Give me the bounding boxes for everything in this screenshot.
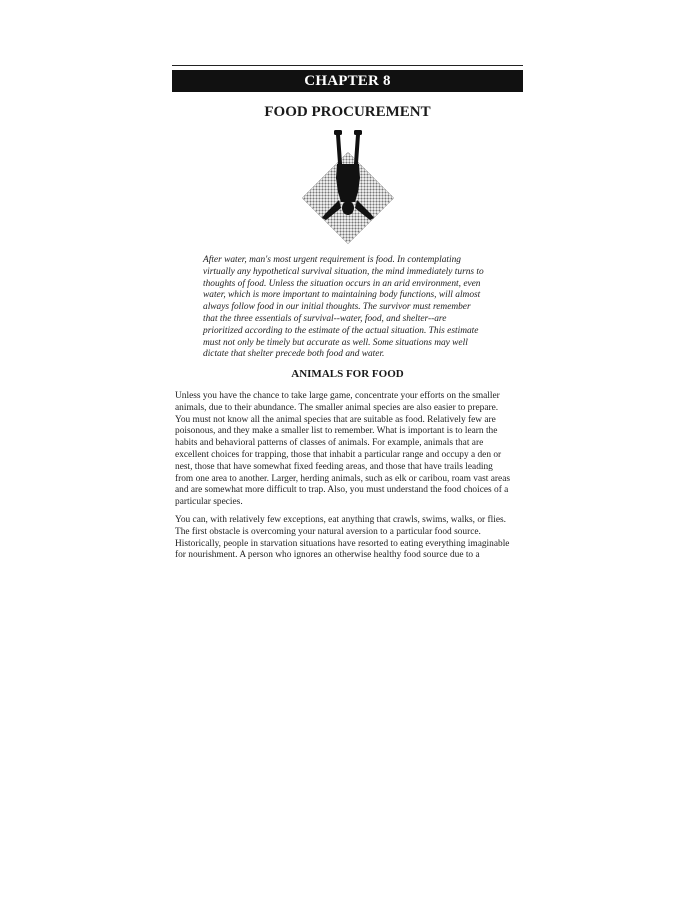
body-line: poisonous, and they make a smaller list to remember. What is important is to learn the xyxy=(175,426,498,437)
intro-paragraph xyxy=(203,255,498,361)
body-line: Unless you have the chance to take large game, concentrate your efforts on the smaller xyxy=(175,391,500,401)
body-line: nest, those that have somewhat fixed feeding areas, and those that have trails leading xyxy=(175,461,493,472)
body-line: You can, with relatively few exceptions, eat anything that crawls, swims, walks, or flies. xyxy=(175,515,507,525)
body-line: Historically, people in starvation situations have resorted to eating everything imaginable xyxy=(175,538,510,549)
intro-line: dictate that shelter precede both food and water. xyxy=(203,349,385,360)
body-line: and are somewhat more difficult to trap. Also, you must understand the food choices of a xyxy=(175,485,509,496)
body-line: The first obstacle is overcoming your natural aversion to a particular food source. xyxy=(175,526,481,537)
body-line: You must not know all the animal species that are suitable as food. Relatively few are xyxy=(175,414,496,425)
inverted-survivor-figure-on-diamond-icon xyxy=(297,128,399,246)
body-line: for nourishment. A person who ignores an otherwise healthy food source due to a xyxy=(175,550,480,561)
body-line: particular species. xyxy=(175,497,243,508)
intro-line: must not only be timely but accurate as well. Some situations may well xyxy=(203,337,468,348)
section-heading: ANIMALS FOR FOOD xyxy=(291,368,404,380)
body-paragraph-2 xyxy=(175,515,530,562)
body-line: habits and behavioral patterns of classes of animals. For example, animals that are xyxy=(175,438,484,449)
intro-line: that the three essentials of survival--water, food, and shelter--are xyxy=(203,313,447,324)
intro-line: water, which is more important to maintaining body functions, will almost xyxy=(203,290,481,301)
intro-line: After water, man's most urgent requirement is food. In contemplating xyxy=(203,255,461,265)
chapter-heading: CHAPTER 8 xyxy=(304,73,391,89)
body-line: from one area to another. Larger, herding animals, such as elk or caribou, roam vast areas xyxy=(175,473,510,484)
intro-line: prioritized according to the estimate of the actual situation. This estimate xyxy=(203,325,479,336)
top-rule xyxy=(172,65,523,66)
intro-line: thoughts of food. Unless the situation occurs in an arid environment, even xyxy=(203,278,481,289)
intro-line: always follow food in our initial thoughts. The survivor must remember xyxy=(203,302,471,313)
body-line: animals, due to their abundance. The smaller animal species are also easier to prepare. xyxy=(175,402,499,413)
body-line: excellent choices for trapping, those that inhabit a particular range and occupy a den or xyxy=(175,449,502,460)
body-paragraph-1 xyxy=(175,391,530,509)
intro-line: virtually any hypothetical survival situation, the mind immediately turns to xyxy=(203,266,484,277)
chapter-title: FOOD PROCUREMENT xyxy=(264,104,431,120)
